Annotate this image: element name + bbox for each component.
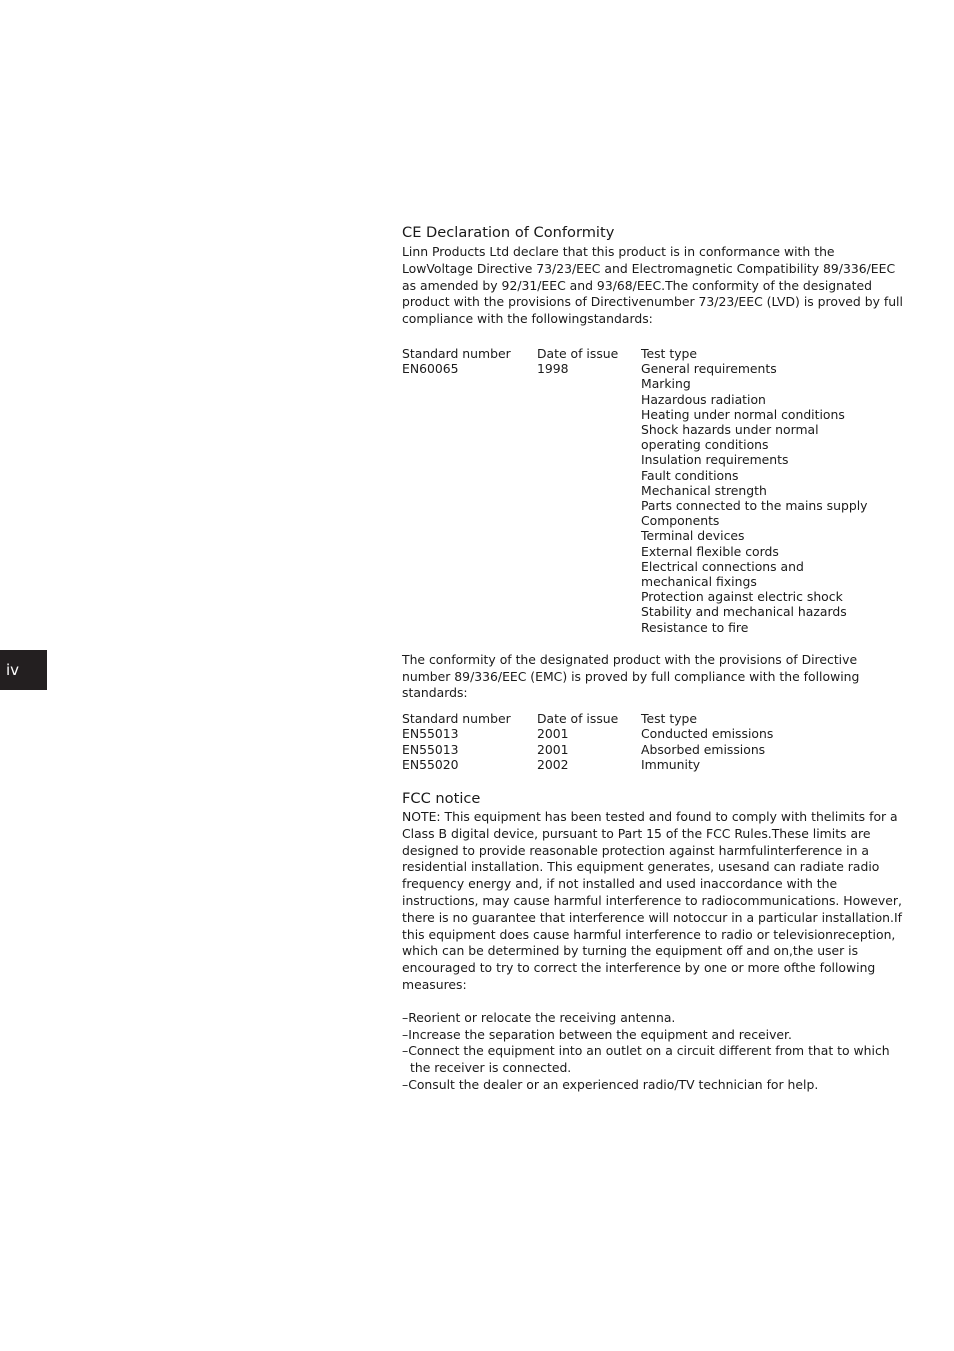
ce-title: CE Declaration of Conformity [402,224,615,241]
table-row [402,361,868,635]
table-header-row [402,711,773,726]
page-number-tab: iv [0,650,47,690]
test-type: Absorbed emissions [641,741,766,757]
table-row [402,726,773,741]
test-type: Heating under normal conditions [641,406,845,422]
column-header: Date of issue [537,345,619,361]
test-type: Electrical connections and [641,558,804,574]
table-row [402,757,773,772]
test-type: Protection against electric shock [641,589,843,605]
lvd-standards-table [402,346,868,635]
column-header: Test type [641,345,698,361]
test-type: Terminal devices [641,528,745,544]
standard-number: EN55020 [402,756,459,772]
test-type: Shock hazards under normal [641,422,819,437]
test-type: Fault conditions [641,467,739,483]
test-type: Hazardous radiation [641,391,766,407]
test-type: External flexible cords [641,543,779,559]
test-type: General requirements [641,361,777,377]
test-type: Insulation requirements [641,452,789,468]
standard-number: EN60065 [402,361,459,377]
fcc-title: FCC notice [402,790,481,808]
test-type: Stability and mechanical hazards [641,604,847,620]
standard-number: EN55013 [402,726,459,742]
list-item: –Connect the equipment into an outlet on a circuit different from that to which the receiver is connected. [402,1043,890,1076]
list-item: –Increase the separation between the equipment and receiver. [402,1026,792,1042]
date-of-issue: 2001 [537,741,569,757]
list-item: –Consult the dealer or an experienced radio/TV technician for help. [402,1077,819,1092]
test-type: Resistance to fire [641,619,749,635]
column-header: Standard number [402,711,511,727]
date-of-issue: 2002 [537,756,569,772]
emc-intro-paragraph: The conformity of the designated product with the provisions of Directive number 89/336/EEC (EMC) is proved by full compliance with the following standards: [402,651,860,701]
test-type: Immunity [641,756,701,772]
date-of-issue: 1998 [537,361,569,377]
test-type: Components [641,513,720,529]
table-header-row [402,346,868,361]
test-type-list [641,361,868,635]
fcc-measures-list [402,1010,907,1094]
test-type: operating conditions [641,437,769,453]
fcc-body-paragraph: NOTE: This equipment has been tested and found to comply with thelimits for a Class B digital device, pursuant to Part 15 of the FCC Rules.These limits are designed to provide reasonable protection against harmfulinterference in a residential installation. This equipment generates, usesand can radiate radio frequency energy and, if not installed and used inaccordance with the instructions, may cause harmful interference to radiocommunications. However, there is no guarantee that interference will notoccur in a particular installation.If this equipment does cause harmful interference to radio or televisionreception, which can be determined by turning the equipment off and on,the user is encouraged to try to correct the interference by one or more ofthe following measures: [402,809,902,993]
test-type: Parts connected to the mains supply [641,498,868,514]
list-item: –Reorient or relocate the receiving antenna. [402,1009,676,1025]
column-header: Date of issue [537,711,619,727]
column-header: Standard number [402,345,511,361]
document-content [402,224,907,1094]
test-type: Mechanical strength [641,482,767,498]
emc-standards-table [402,711,773,772]
ce-intro-paragraph: Linn Products Ltd declare that this product is in conformance with the LowVoltage Directive 73/23/EEC and Electromagnetic Compatibility 89/336/EEC as amended by 92/31/EEC and 93/68/EEC.The conformity of the designated product with the provisions of Directivenumber 73/23/EEC (LVD) is proved by full compliance with the followingstandards: [402,244,903,327]
date-of-issue: 2001 [537,726,569,742]
table-row [402,742,773,757]
test-type: Marking [641,376,691,392]
test-type: mechanical fixings [641,574,757,590]
column-header: Test type [641,711,698,727]
standard-number: EN55013 [402,741,459,757]
test-type: Conducted emissions [641,726,774,742]
